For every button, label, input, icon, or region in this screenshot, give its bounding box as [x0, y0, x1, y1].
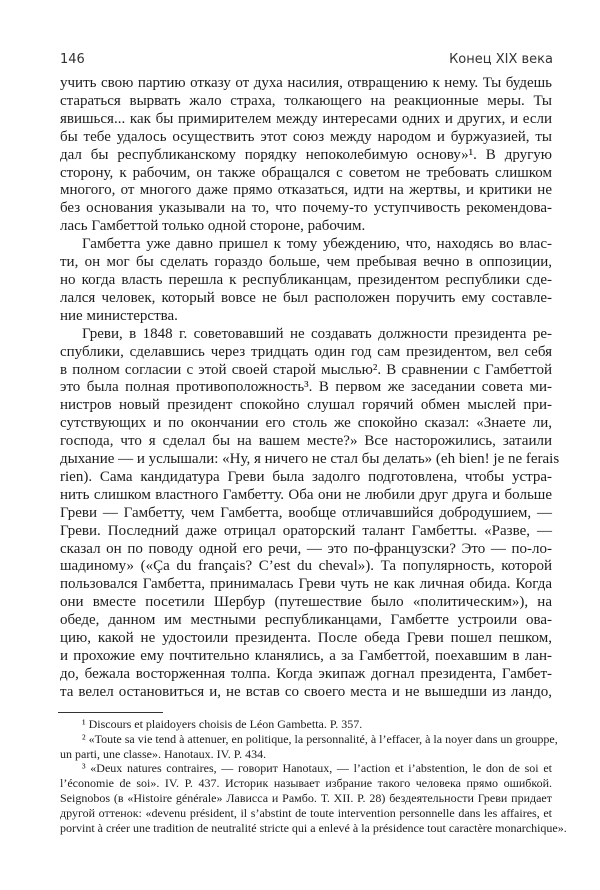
- text-line: нить слишком властного Гамбетту. Оба они не любили друг друга и больше: [60, 486, 552, 503]
- text-line: без основания указывали на то, что почему-то уступчивость рекомендова-: [60, 200, 552, 217]
- text-line: сутствующих и по окончании его столь же спокойно сказал: «Знаете ли,: [60, 415, 552, 432]
- footnote: [60, 731, 558, 762]
- text-line: ние министерства.: [60, 307, 178, 324]
- paragraph: [60, 236, 552, 326]
- text-line: Греви, в 1848 г. советовавший не создавать должности президента ре-: [82, 325, 552, 342]
- text-line: спублики, сделавшись через тридцать один год сам президентом, вел себя: [60, 343, 552, 360]
- footnote-line: другой оттенок: «devenu président, il s’abstint de toute intervention personnelle dans les affaires, et: [60, 805, 552, 820]
- text-line: Гамбетта уже давно пришел к тому убеждению, что, находясь во влас-: [82, 236, 552, 253]
- text-line: лался человек, который вовсе не был расположен поручить ему составле-: [60, 289, 552, 306]
- text-line: Греви — Гамбетту, чем Гамбетта, вообще отличавшийся добродушием, —: [60, 504, 552, 521]
- text-line: дал бы республиканскому порядку непоколебимую основу»¹. В другую: [60, 146, 552, 163]
- footnote-line: un parti, une classe». Hanotaux. IV. P. 434.: [60, 746, 267, 761]
- text-line: Греви. Последний даже отрицал ораторский талант Гамбетты. «Разве, —: [60, 522, 552, 539]
- page-number: 146: [60, 52, 85, 67]
- text-line: бы тебе удалось осуществить этот союз между народом и буржуазией, ты: [60, 128, 552, 145]
- paragraph: [60, 325, 560, 702]
- text-line: цию, какой не удостоили президента. После обеда Греви пошел пешком,: [60, 630, 552, 647]
- text-line: господа, что я сделал бы на вашем месте?» Все насторожились, затаили: [60, 433, 552, 450]
- text-line: многого, от многого даже прямо отказаться, идти на жертвы, и критики не: [60, 182, 552, 199]
- text-line: шадиному» («Ça du français? C’est du cheval»). Та популярность, которой: [60, 558, 552, 575]
- text-line: обеде, данном им местными республиканцами, Гамбетте устроили ова-: [60, 612, 552, 629]
- text-line: дыхание — и услышали: «Ну, я ничего не стал бы делать» (eh bien! je ne ferais: [60, 451, 560, 468]
- footnote-line: porvint à créer une tradition de neutralité stricte qui a enlevé à la présidence tout caractère monarchique».: [60, 820, 567, 835]
- text-line: явишься... как бы примирителем между интересами одних и других, и если: [60, 110, 552, 127]
- footnote-line: ³ «Deux natures contraires, — говорит Hanotaux, — l’action et i’abstention, le don de soi et: [82, 761, 552, 776]
- text-line: rien). Сама кандидатура Греви была задолго подготовлена, чтобы устра-: [60, 468, 552, 485]
- footnote: [60, 717, 552, 732]
- paragraph: [60, 75, 552, 236]
- body-text: [60, 75, 560, 702]
- text-line: нистров новый президент спокойно слушал горячий обмен мыслей при-: [60, 397, 552, 414]
- text-line: та велел остановиться и, не встав со своего места и не вышедши из ландо,: [60, 683, 552, 700]
- footnotes: [60, 717, 567, 835]
- text-line: до, бежала восторженная толпа. Когда экипаж догнал президента, Гамбет-: [60, 665, 552, 682]
- running-title: Конец XIX века: [449, 52, 553, 67]
- text-line: стараться вырвать жало страха, толкающего на реакционные меры. Ты: [60, 92, 552, 109]
- footnote-line: Seignobos (в «Histoire générale» Лависса и Рамбо. Т. XII. P. 28) бездеятельности Греви придает: [60, 790, 552, 805]
- text-line: сказал он по поводу одной его речи, — это по-французски? Это — по-ло-: [60, 540, 552, 557]
- footnote: [60, 761, 567, 835]
- text-line: это была полная противоположность³. В первом же заседании совета ми-: [60, 379, 552, 396]
- footnote-line: l’économie de soi». IV. P. 437. Историк называет избрание такого человека прямо ошибкой.: [60, 776, 552, 791]
- text-line: но когда власть перешла к республиканцам, президентом республики сде-: [60, 271, 552, 288]
- footnote-line: ¹ Discours et plaidoyers choisis de Léon Gambetta. P. 357.: [82, 717, 363, 731]
- text-line: пользовался Гамбетта, принималась Греви чуть не как личная обида. Когда: [60, 576, 552, 593]
- page-header: [60, 52, 553, 72]
- text-line: учить свою партию отказу от духа насилия, отвращению к нему. Ты будешь: [60, 75, 552, 91]
- text-line: в полном согласии с этой своей старой мыслью². В сравнении с Гамбеттой: [60, 361, 552, 378]
- text-line: ти, он мог бы сделать гораздо больше, чем пребывая вечно в оппозиции,: [60, 254, 552, 271]
- text-line: лась Гамбеттой только одной стороне, рабочим.: [60, 218, 366, 235]
- footnote-line: ² «Toute sa vie tend à attenuer, en politique, la personnalité, à l’effacer, à la noyer dans un grouppe,: [82, 731, 558, 746]
- footnote-divider: [58, 712, 163, 713]
- text-line: сторону, к рабочим, он также обращался с советом не требовать слишком: [60, 164, 552, 181]
- text-line: они вместе посетили Шербур (путешествие было «политическим»), на: [60, 594, 552, 611]
- text-line: и прохожие ему почтительно кланялись, а за Гамбеттой, поехавшим в лан-: [60, 648, 552, 664]
